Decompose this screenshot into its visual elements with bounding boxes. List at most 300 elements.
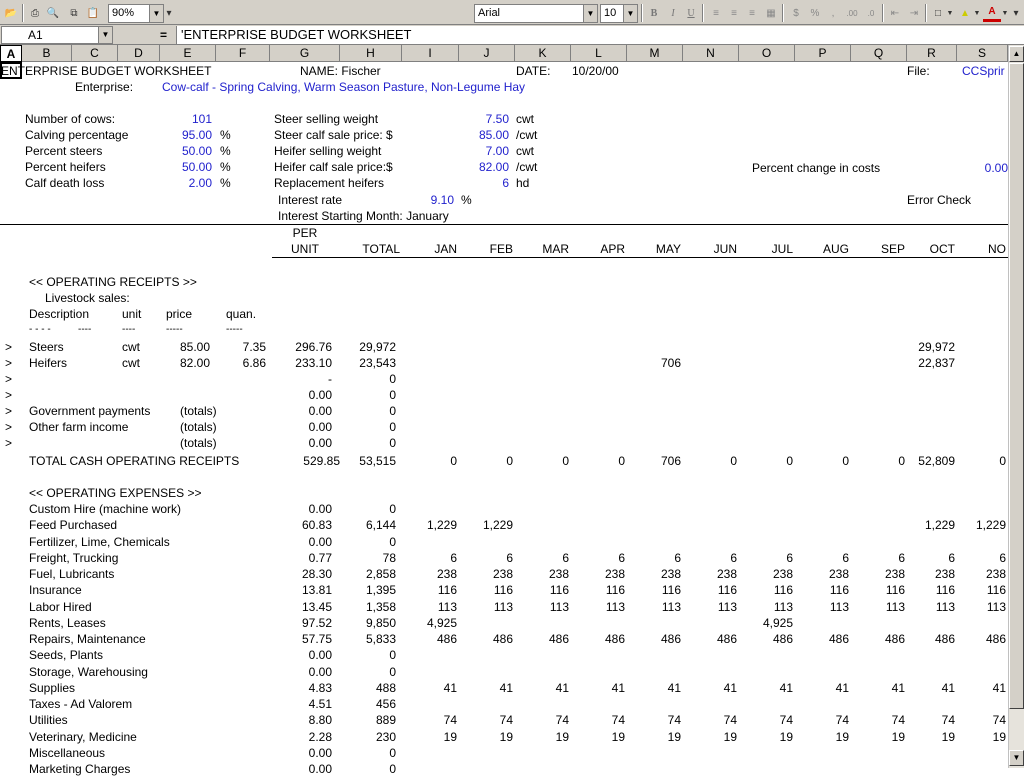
paste-icon[interactable]: 📋 (86, 7, 100, 19)
quan-col-header[interactable]: quan. (226, 307, 257, 321)
decrease-decimal-icon[interactable]: .0 (867, 8, 875, 18)
expense-month-value[interactable]: 116 (437, 583, 457, 598)
expense-month-value[interactable]: 6 (506, 550, 513, 565)
expense-per-unit[interactable]: 57.75 (301, 632, 332, 646)
expense-description[interactable]: Feed Purchased (29, 518, 118, 533)
receipt-month-value[interactable] (573, 339, 625, 355)
month-header[interactable]: SEP (880, 242, 905, 256)
receipt-month-value[interactable] (573, 355, 625, 371)
scroll-down-arrow-icon[interactable]: ▼ (1009, 750, 1024, 766)
expense-month-value[interactable] (741, 761, 793, 777)
expense-description[interactable]: Taxes - Ad Valorem (29, 697, 133, 711)
expense-month-value[interactable] (517, 696, 569, 712)
expense-month-value[interactable] (685, 534, 737, 550)
expense-description[interactable]: Veterinary, Medicine (29, 729, 137, 744)
receipt-month-value[interactable] (741, 371, 793, 387)
expense-month-value[interactable]: 116 (493, 583, 513, 598)
expense-month-value[interactable]: 19 (611, 729, 625, 744)
expense-month-value[interactable]: 6 (674, 550, 681, 565)
expense-month-value[interactable] (954, 534, 1006, 550)
receipt-month-value[interactable] (629, 371, 681, 387)
total-month-value[interactable]: 52,809 (918, 454, 955, 468)
chevron-down-icon[interactable]: ▼ (149, 5, 163, 22)
expense-month-value[interactable]: 41 (667, 680, 681, 695)
column-header-f[interactable]: F (216, 45, 270, 62)
expense-month-value[interactable]: 74 (555, 713, 569, 728)
expense-month-value[interactable]: 41 (499, 680, 513, 695)
expense-month-value[interactable] (741, 517, 793, 533)
align-left-icon[interactable]: ≡ (713, 7, 719, 19)
expense-month-value[interactable] (629, 664, 681, 680)
expense-month-value[interactable] (741, 696, 793, 712)
expense-month-value[interactable]: 74 (992, 713, 1006, 728)
receipt-month-value[interactable]: 22,837 (918, 356, 955, 370)
percent-change-value[interactable]: 0.00 (984, 161, 1008, 175)
receipt-month-value[interactable] (461, 355, 513, 371)
expense-month-value[interactable]: 238 (985, 567, 1006, 581)
herd-input-value[interactable]: 101 (191, 112, 212, 126)
expense-month-value[interactable]: 116 (661, 583, 681, 598)
expense-month-value[interactable]: 74 (723, 713, 737, 728)
sale-input-value[interactable]: 82.00 (478, 160, 509, 174)
expense-month-value[interactable]: 1,229 (975, 518, 1006, 533)
receipt-per-unit[interactable]: - (328, 372, 332, 386)
expense-month-value[interactable]: 19 (667, 729, 681, 744)
expense-total[interactable]: 0 (389, 664, 396, 679)
receipt-month-value[interactable] (517, 371, 569, 387)
expense-month-value[interactable] (797, 615, 849, 631)
expense-month-value[interactable]: 486 (772, 632, 793, 646)
expense-description[interactable]: Marketing Charges (29, 762, 131, 776)
receipt-month-value[interactable] (741, 355, 793, 371)
receipt-month-value[interactable] (903, 419, 955, 435)
expense-description[interactable]: Fertilizer, Lime, Chemicals (29, 534, 170, 549)
expense-per-unit[interactable]: 13.45 (301, 599, 332, 614)
receipt-month-value[interactable] (405, 435, 457, 451)
receipt-month-value[interactable] (954, 387, 1006, 403)
expense-month-value[interactable]: 113 (605, 599, 625, 614)
column-header-g[interactable]: G (270, 45, 340, 62)
expense-month-value[interactable]: 19 (723, 729, 737, 744)
receipt-price[interactable] (160, 403, 210, 419)
expense-month-value[interactable] (685, 647, 737, 663)
expense-month-value[interactable] (405, 647, 457, 663)
expense-month-value[interactable] (461, 647, 513, 663)
expense-month-value[interactable]: 486 (492, 632, 513, 646)
expense-month-value[interactable] (461, 696, 513, 712)
expense-per-unit[interactable]: 0.00 (308, 648, 332, 663)
name-box[interactable] (1, 26, 113, 44)
sale-input-label[interactable]: Steer selling weight (274, 112, 379, 126)
receipt-month-value[interactable] (797, 339, 849, 355)
expense-month-value[interactable]: 486 (884, 632, 905, 646)
expense-month-value[interactable] (853, 664, 905, 680)
receipt-description[interactable]: Government payments (29, 404, 151, 418)
receipt-description[interactable]: Steers (29, 340, 64, 354)
receipt-month-value[interactable] (461, 419, 513, 435)
sheet-title[interactable]: ENTERPRISE BUDGET WORKSHEET (1, 64, 212, 78)
center-icon[interactable]: ≡ (731, 7, 737, 19)
fill-color-icon[interactable]: ▲ (960, 7, 970, 19)
expense-total[interactable]: 2,858 (365, 567, 396, 581)
expense-month-value[interactable] (629, 534, 681, 550)
error-check-label[interactable]: Error Check (907, 193, 972, 207)
expense-month-value[interactable]: 238 (548, 567, 569, 581)
expense-total[interactable]: 9,850 (365, 615, 396, 630)
expense-month-value[interactable] (461, 761, 513, 777)
expense-per-unit[interactable]: 60.83 (301, 518, 332, 533)
toolbar-options-icon[interactable]: ▾ (1013, 7, 1019, 19)
receipt-month-value[interactable] (461, 339, 513, 355)
expense-month-value[interactable]: 41 (611, 680, 625, 695)
receipt-month-value[interactable] (629, 387, 681, 403)
worksheet-grid[interactable] (0, 62, 1008, 776)
expense-description[interactable]: Miscellaneous (29, 745, 106, 760)
expense-month-value[interactable]: 41 (779, 680, 793, 695)
receipt-total[interactable]: 0 (389, 404, 396, 418)
receipt-month-value[interactable] (629, 403, 681, 419)
sale-input-label[interactable]: Heifer calf sale price:$ (274, 160, 393, 174)
unit-col-header[interactable]: unit (122, 307, 142, 321)
expense-month-value[interactable]: 116 (986, 583, 1006, 598)
expense-month-value[interactable] (685, 664, 737, 680)
month-header[interactable]: FEB (489, 242, 513, 256)
expense-month-value[interactable] (853, 534, 905, 550)
receipt-month-value[interactable] (685, 371, 737, 387)
expenses-title[interactable]: << OPERATING EXPENSES >> (29, 486, 202, 500)
expense-description[interactable]: Seeds, Plants (29, 648, 104, 663)
expense-month-value[interactable]: 41 (992, 680, 1006, 695)
expense-month-value[interactable] (741, 501, 793, 517)
expense-month-value[interactable]: 41 (555, 680, 569, 695)
herd-input-value[interactable]: 95.00 (181, 128, 212, 142)
expense-month-value[interactable]: 113 (493, 599, 513, 614)
expense-month-value[interactable] (405, 745, 457, 761)
percent-button[interactable]: % (810, 7, 820, 19)
receipt-total[interactable]: 0 (389, 388, 396, 402)
total-header[interactable]: TOTAL (362, 242, 400, 256)
expense-per-unit[interactable]: 0.00 (308, 664, 332, 679)
expense-total[interactable]: 0 (389, 502, 396, 516)
column-header-k[interactable]: K (515, 45, 571, 62)
bold-button[interactable]: B (650, 7, 658, 19)
receipt-description[interactable]: Heifers (29, 356, 68, 370)
receipt-month-value[interactable] (903, 371, 955, 387)
expense-month-value[interactable] (853, 761, 905, 777)
expense-per-unit[interactable]: 4.51 (308, 697, 332, 711)
expense-month-value[interactable] (903, 664, 955, 680)
receipt-quantity[interactable] (216, 371, 266, 387)
month-header[interactable]: JUN (713, 242, 737, 256)
expense-month-value[interactable] (853, 501, 905, 517)
borders-icon[interactable]: □ (934, 7, 942, 19)
expense-total[interactable]: 0 (389, 762, 396, 776)
date-label[interactable]: DATE: (516, 64, 551, 78)
column-header-e[interactable]: E (160, 45, 216, 62)
expense-month-value[interactable] (903, 647, 955, 663)
expense-month-value[interactable]: 4,925 (762, 615, 793, 630)
receipt-month-value[interactable] (853, 419, 905, 435)
column-header-q[interactable]: Q (851, 45, 907, 62)
receipt-month-value[interactable] (517, 435, 569, 451)
expense-month-value[interactable]: 238 (660, 567, 681, 581)
receipt-month-value[interactable] (461, 403, 513, 419)
receipt-quantity[interactable]: 7.35 (242, 340, 266, 354)
total-month-value[interactable]: 706 (660, 454, 681, 468)
font-select[interactable] (474, 4, 598, 23)
zoom-select[interactable] (108, 4, 164, 23)
column-header-r[interactable]: R (907, 45, 957, 62)
receipt-month-value[interactable] (954, 355, 1006, 371)
expense-month-value[interactable] (517, 761, 569, 777)
month-header[interactable]: JUL (771, 242, 793, 256)
expense-month-value[interactable] (573, 664, 625, 680)
receipt-month-value[interactable] (954, 371, 1006, 387)
expense-month-value[interactable]: 113 (829, 599, 849, 614)
receipt-month-value[interactable] (741, 419, 793, 435)
expense-month-value[interactable] (461, 745, 513, 761)
expense-total[interactable]: 5,833 (365, 632, 396, 646)
expense-month-value[interactable] (573, 745, 625, 761)
expense-month-value[interactable] (461, 664, 513, 680)
expense-month-value[interactable] (903, 501, 955, 517)
receipt-total[interactable]: 0 (389, 420, 396, 434)
expense-month-value[interactable] (461, 501, 513, 517)
sale-input-value[interactable]: 85.00 (478, 128, 509, 142)
receipt-month-value[interactable] (853, 435, 905, 451)
expense-month-value[interactable]: 113 (773, 599, 793, 614)
expense-month-value[interactable]: 74 (499, 713, 513, 728)
expense-month-value[interactable]: 6 (450, 550, 457, 565)
expense-month-value[interactable]: 74 (611, 713, 625, 728)
receipt-month-value[interactable] (461, 435, 513, 451)
expense-month-value[interactable]: 19 (779, 729, 793, 744)
expense-month-value[interactable] (517, 664, 569, 680)
scroll-up-arrow-icon[interactable]: ▲ (1009, 46, 1024, 62)
comma-button[interactable]: , (831, 7, 835, 19)
expense-month-value[interactable] (517, 501, 569, 517)
receipt-month-value[interactable] (629, 435, 681, 451)
expense-month-value[interactable]: 486 (828, 632, 849, 646)
receipt-per-unit[interactable]: 0.00 (308, 388, 332, 402)
expense-description[interactable]: Custom Hire (machine work) (29, 502, 182, 516)
expense-month-value[interactable]: 238 (772, 567, 793, 581)
expense-month-value[interactable] (685, 761, 737, 777)
expense-month-value[interactable] (685, 745, 737, 761)
expense-month-value[interactable]: 74 (891, 713, 905, 728)
column-header-c[interactable]: C (72, 45, 118, 62)
month-header[interactable]: JAN (434, 242, 457, 256)
receipt-month-value[interactable] (954, 403, 1006, 419)
expense-total[interactable]: 78 (382, 550, 396, 565)
receipt-month-value[interactable] (853, 355, 905, 371)
enterprise-label[interactable]: Enterprise: (75, 80, 134, 94)
chevron-down-icon[interactable]: ▼ (98, 27, 112, 43)
expense-month-value[interactable] (629, 501, 681, 517)
expense-month-value[interactable]: 41 (723, 680, 737, 695)
column-header-j[interactable]: J (459, 45, 515, 62)
total-receipts-label[interactable]: TOTAL CASH OPERATING RECEIPTS (29, 454, 240, 468)
expense-month-value[interactable] (954, 696, 1006, 712)
expense-month-value[interactable] (405, 696, 457, 712)
expense-per-unit[interactable]: 28.30 (301, 567, 332, 581)
expense-total[interactable]: 1,395 (365, 583, 396, 598)
column-header-m[interactable]: M (627, 45, 683, 62)
expense-month-value[interactable] (853, 696, 905, 712)
expense-month-value[interactable] (685, 615, 737, 631)
expense-month-value[interactable] (797, 517, 849, 533)
expense-month-value[interactable] (573, 615, 625, 631)
expense-description[interactable]: Labor Hired (29, 599, 92, 614)
total-receipts-per-unit[interactable]: 529.85 (303, 454, 340, 468)
month-header[interactable]: MAY (655, 242, 681, 256)
expense-per-unit[interactable]: 0.00 (308, 762, 332, 776)
column-header-s[interactable]: S (957, 45, 1008, 62)
chevron-down-icon[interactable]: ▼ (583, 5, 597, 22)
expense-month-value[interactable] (573, 761, 625, 777)
expense-total[interactable]: 1,358 (365, 599, 396, 614)
expense-month-value[interactable] (405, 501, 457, 517)
total-month-value[interactable]: 0 (898, 454, 905, 468)
receipt-month-value[interactable] (573, 371, 625, 387)
receipt-month-value[interactable] (461, 371, 513, 387)
merge-icon[interactable]: ▦ (766, 7, 776, 19)
receipt-price[interactable] (160, 435, 210, 451)
receipt-month-value[interactable] (903, 435, 955, 451)
expense-month-value[interactable] (797, 647, 849, 663)
expense-month-value[interactable]: 6 (842, 550, 849, 565)
sale-input-label[interactable]: Steer calf sale price: $ (274, 128, 393, 142)
expense-month-value[interactable]: 41 (941, 680, 955, 695)
expense-month-value[interactable]: 6 (948, 550, 955, 565)
per-header[interactable]: PER (292, 226, 318, 240)
receipt-month-value[interactable] (954, 435, 1006, 451)
increase-indent-icon[interactable]: ⇥ (909, 7, 919, 19)
herd-input-value[interactable]: 50.00 (181, 160, 212, 174)
expense-month-value[interactable] (685, 517, 737, 533)
receipt-month-value[interactable] (517, 419, 569, 435)
expense-month-value[interactable] (797, 664, 849, 680)
expense-total[interactable]: 889 (375, 713, 396, 728)
column-header-l[interactable]: L (571, 45, 627, 62)
sale-input-label[interactable]: Replacement heifers (274, 176, 385, 190)
sale-input-value[interactable]: 7.50 (485, 112, 509, 126)
expense-month-value[interactable] (573, 517, 625, 533)
receipt-month-value[interactable] (685, 403, 737, 419)
month-header[interactable]: AUG (822, 242, 849, 256)
receipt-unit[interactable]: cwt (122, 340, 140, 354)
expense-month-value[interactable] (685, 696, 737, 712)
expense-month-value[interactable]: 116 (935, 583, 955, 598)
expense-month-value[interactable]: 238 (604, 567, 625, 581)
receipt-month-value[interactable] (405, 387, 457, 403)
expense-month-value[interactable]: 113 (986, 599, 1006, 614)
herd-input-value[interactable]: 2.00 (188, 176, 212, 190)
receipt-month-value[interactable] (954, 419, 1006, 435)
expense-month-value[interactable]: 19 (555, 729, 569, 744)
expense-description[interactable]: Repairs, Maintenance (29, 632, 146, 646)
expense-total[interactable]: 488 (375, 680, 396, 695)
receipt-month-value[interactable] (797, 387, 849, 403)
expense-month-value[interactable] (629, 696, 681, 712)
receipt-unit[interactable]: cwt (122, 356, 140, 370)
receipt-month-value[interactable] (797, 371, 849, 387)
receipt-month-value[interactable] (517, 339, 569, 355)
expense-month-value[interactable]: 116 (605, 583, 625, 598)
expense-month-value[interactable] (853, 517, 905, 533)
expense-per-unit[interactable]: 4.83 (308, 680, 332, 695)
expense-month-value[interactable] (797, 745, 849, 761)
expense-description[interactable]: Fuel, Lubricants (29, 567, 115, 581)
expense-per-unit[interactable]: 8.80 (308, 713, 332, 728)
price-col-header[interactable]: price (166, 307, 193, 321)
receipt-month-value[interactable] (853, 387, 905, 403)
sale-input-value[interactable]: 7.00 (485, 144, 509, 158)
expense-month-value[interactable]: 238 (884, 567, 905, 581)
expense-month-value[interactable]: 74 (941, 713, 955, 728)
expense-month-value[interactable] (629, 517, 681, 533)
receipt-month-value[interactable] (685, 387, 737, 403)
total-month-value[interactable]: 0 (450, 454, 457, 468)
chevron-down-icon[interactable]: ▼ (973, 9, 981, 17)
expense-month-value[interactable] (853, 745, 905, 761)
enterprise-value[interactable]: Cow-calf - Spring Calving, Warm Season Pasture, Non-Legume Hay (162, 80, 526, 94)
column-header-n[interactable]: N (683, 45, 739, 62)
expense-month-value[interactable] (954, 761, 1006, 777)
receipt-quantity[interactable] (216, 419, 266, 435)
expense-month-value[interactable] (573, 696, 625, 712)
receipt-price[interactable] (160, 419, 210, 435)
receipt-total[interactable]: 0 (389, 436, 396, 450)
expense-month-value[interactable] (741, 664, 793, 680)
expense-month-value[interactable]: 113 (549, 599, 569, 614)
scroll-thumb[interactable] (1009, 63, 1024, 709)
expense-description[interactable]: Utilities (29, 713, 68, 728)
receipt-month-value[interactable] (629, 339, 681, 355)
receipt-month-value[interactable] (629, 419, 681, 435)
receipt-month-value[interactable] (903, 403, 955, 419)
receipt-month-value[interactable] (741, 387, 793, 403)
receipt-month-value[interactable] (797, 435, 849, 451)
total-month-value[interactable]: 0 (999, 454, 1006, 468)
receipt-per-unit[interactable]: 296.76 (295, 340, 332, 354)
chevron-down-icon[interactable]: ▼ (1001, 9, 1009, 17)
interest-start-month[interactable]: Interest Starting Month: January (278, 209, 449, 223)
formula-input[interactable]: 'ENTERPRISE BUDGET WORKSHEET (176, 26, 1024, 44)
month-header[interactable]: APR (600, 242, 625, 256)
receipt-quantity[interactable]: 6.86 (242, 356, 266, 370)
receipts-title[interactable]: << OPERATING RECEIPTS >> (29, 275, 197, 289)
receipt-description[interactable]: Other farm income (29, 420, 129, 434)
expense-per-unit[interactable]: 0.77 (308, 550, 332, 565)
expense-month-value[interactable] (903, 696, 955, 712)
toolbar-options-icon[interactable]: ▾ (166, 7, 172, 19)
receipt-price[interactable]: 85.00 (179, 340, 210, 354)
expense-month-value[interactable] (573, 534, 625, 550)
expense-month-value[interactable] (954, 664, 1006, 680)
expense-per-unit[interactable]: 2.28 (308, 729, 332, 744)
expense-month-value[interactable]: 238 (492, 567, 513, 581)
expense-month-value[interactable]: 6 (898, 550, 905, 565)
expense-month-value[interactable] (629, 615, 681, 631)
receipt-per-unit[interactable]: 0.00 (308, 420, 332, 434)
underline-button[interactable]: U (687, 7, 695, 19)
expense-month-value[interactable] (954, 501, 1006, 517)
expense-month-value[interactable] (517, 517, 569, 533)
expense-month-value[interactable]: 116 (549, 583, 569, 598)
month-header[interactable]: NO (988, 242, 1006, 256)
expense-month-value[interactable]: 486 (548, 632, 569, 646)
